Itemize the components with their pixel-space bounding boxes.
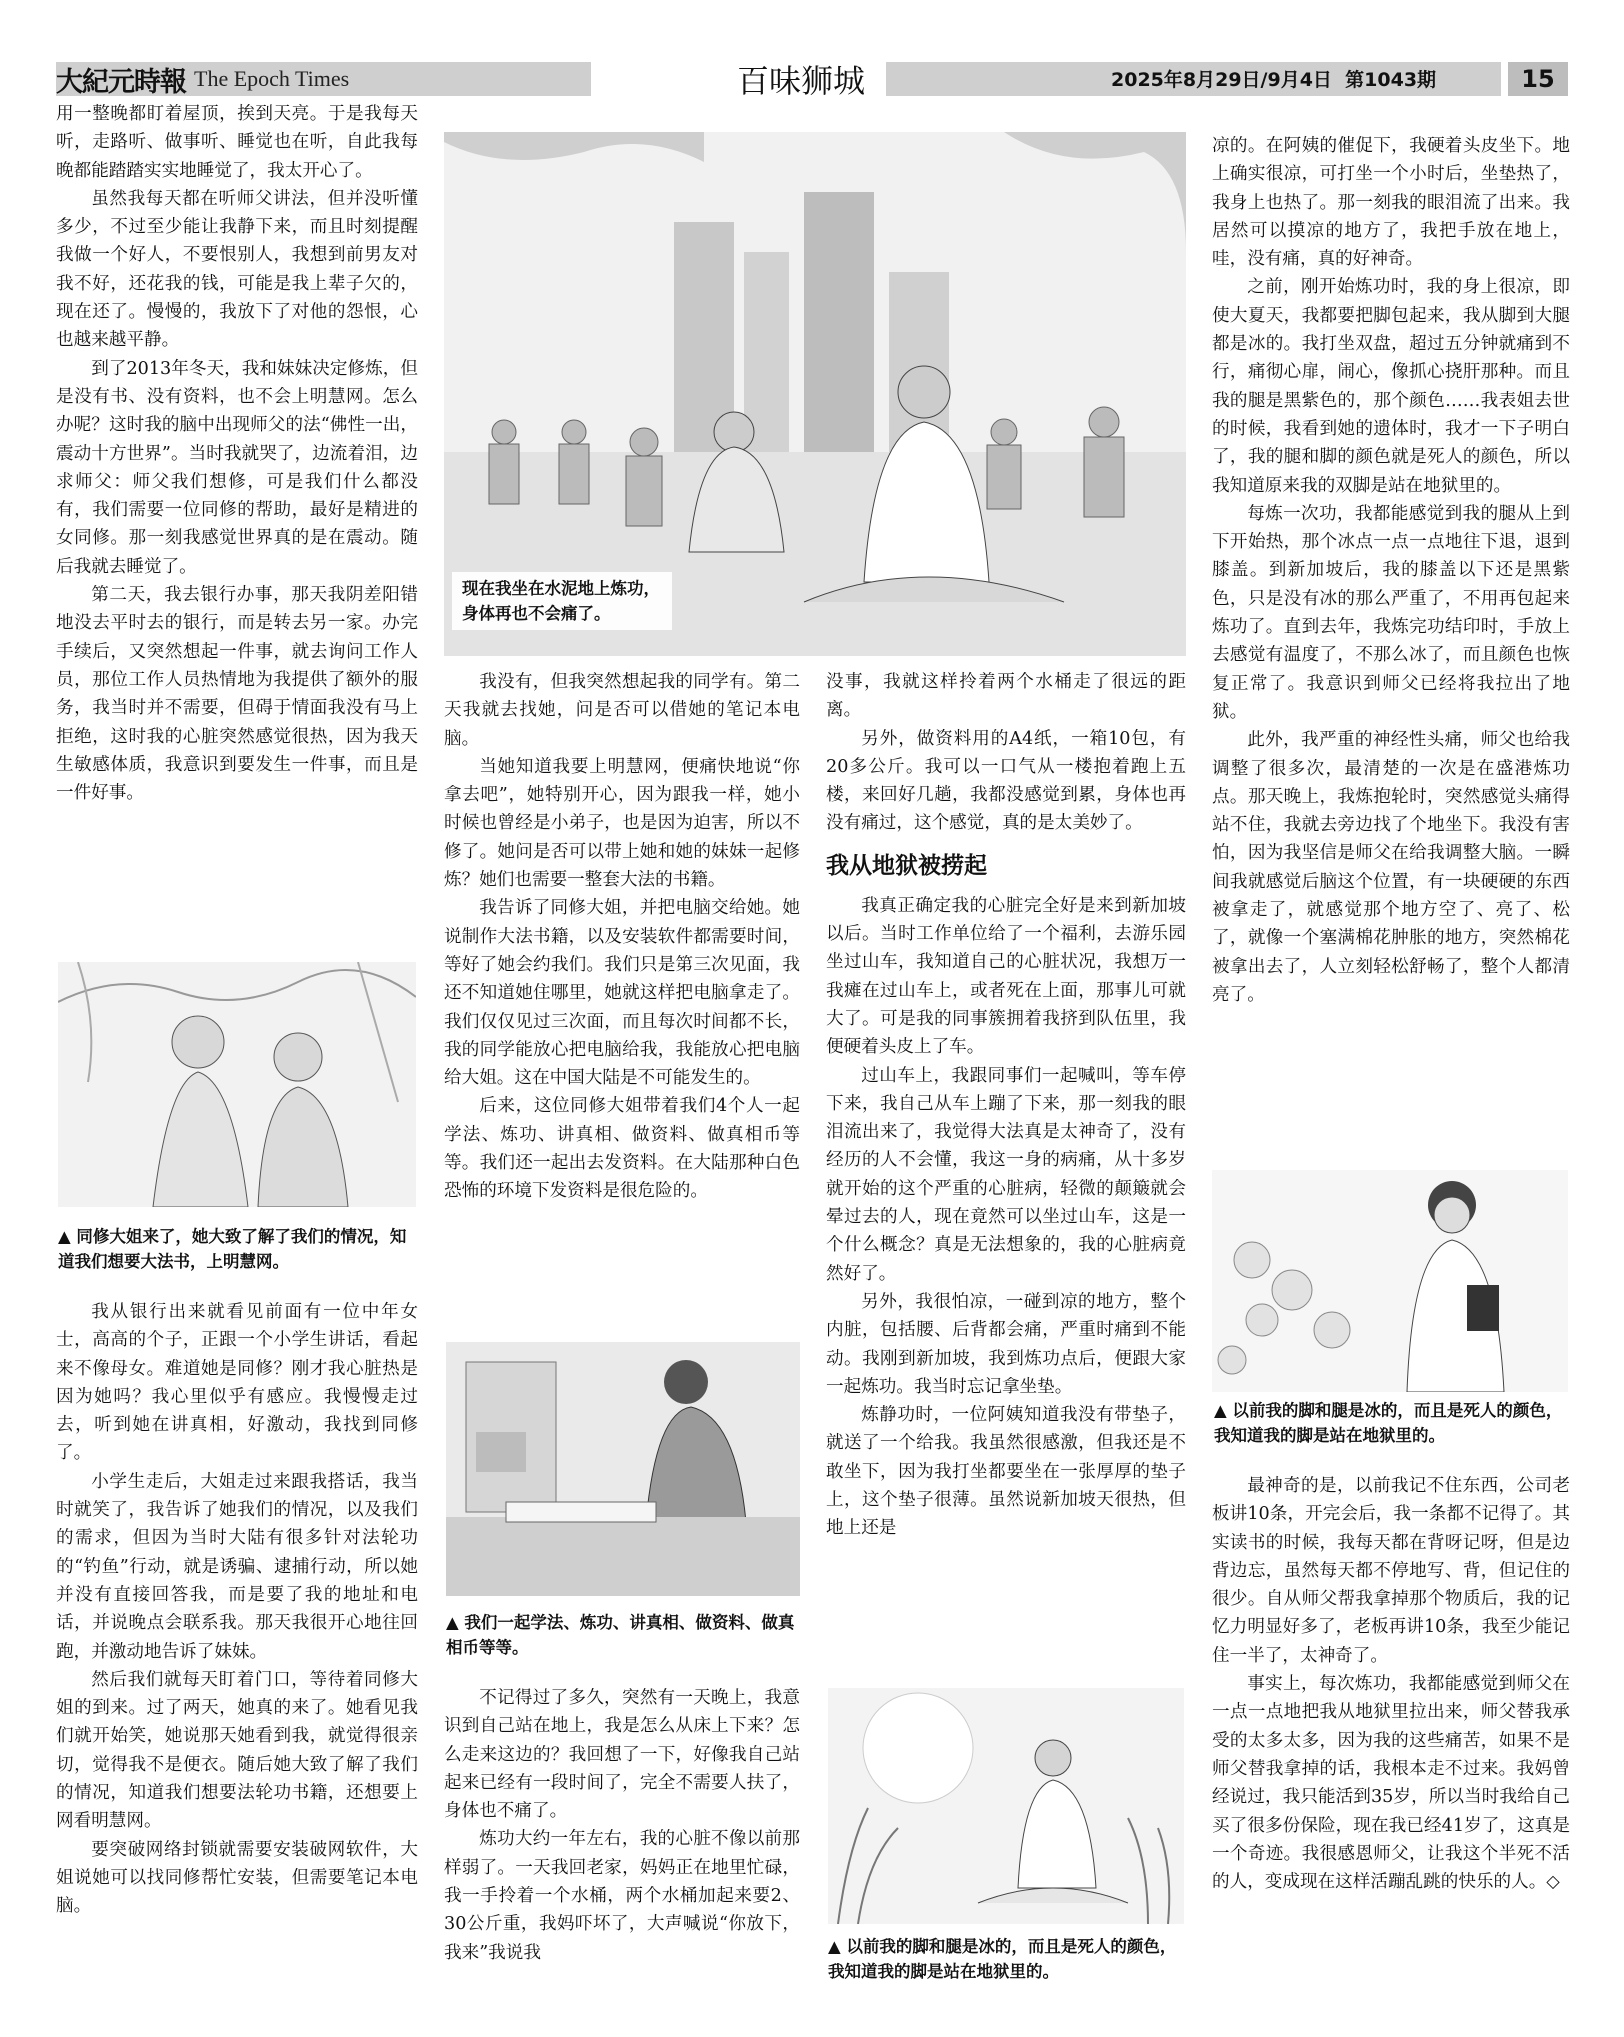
subheading: 我从地狱被捞起	[826, 852, 987, 879]
paragraph: 炼静功时，一位阿姨知道我没有带垫子，就送了一个给我。我虽然很感激，但我还是不敢坐下，因为我打坐都要坐在一张厚厚的垫子上，这个垫子很薄。虽然说新加坡天很热，但地上还是	[826, 1405, 1186, 1539]
illustration-group-meditation	[444, 132, 1186, 656]
paragraph: 我真正确定我的心脏完全好是来到新加坡以后。当时工作单位给了一个福利，去游乐园坐过山车，我知道自己的心脏状况，我想万一我瘫在过山车上，或者死在上面，那事儿可就大了。可是我的同事簇拥着我挤到队伍里，我便硬着头皮上了车。	[826, 895, 1186, 1058]
illustration-two-women-talking	[58, 962, 416, 1207]
column-3-top	[826, 668, 1186, 1543]
paragraph: 要突破网络封锁就需要安装破网软件，大姐说她可以找同修帮忙安装，但需要笔记本电脑。	[56, 1839, 418, 1917]
paragraph: 凉的。在阿姨的催促下，我硬着头皮坐下。地上确实很凉，可打坐一个小时后，坐垫热了，我身上也热了。那一刻我的眼泪流了出来。我居然可以摸凉的地方了，我把手放在地上，哇，没有痛，真的好神奇。	[1212, 136, 1570, 270]
page-header	[56, 62, 1568, 100]
paragraph: 事实上，每次炼功，我都能感觉到师父在一点一点地把我从地狱里拉出来，师父替我承受的太多太多，因为我的这些痛苦，如果不是师父替我拿掉的话，我根本走不过来。我妈曾经说过，我只能活到35岁，所以当时我给自己买了很多份保险，现在我已经41岁了，这真是一个奇迹。我很感恩师父，让我这个半死不活的人，变成现在这样活蹦乱跳的快乐的人。◇	[1212, 1674, 1570, 1893]
paragraph: 不记得过了多久，突然有一天晚上，我意识到自己站在地上，我是怎么从床上下来？怎么走来这边的？我回想了一下，好像我自己站起来已经有一段时间了，完全不需要人扶了，身体也不痛了。	[444, 1688, 800, 1822]
paragraph: 过山车上，我跟同事们一起喊叫，等车停下来，我自己从车上蹦了下来，那一刻我的眼泪流出来了，我觉得大法真是太神奇了，没有经历的人不会懂，我这一身的病痛，从十多岁就开始的这个严重的心脏病，轻微的颠簸就会晕过去的人，现在竟然可以坐过山车，这是一个什么概念？真是无法想象的，我的心脏病竟然好了。	[826, 1065, 1186, 1284]
column-2-top	[444, 668, 800, 1206]
column-4-top	[1212, 132, 1570, 1009]
paragraph: 到了2013年冬天，我和妹妹决定修炼，但是没有书、没有资料，也不会上明慧网。怎么办呢？这时我的脑中出现师父的法“佛性一出，震动十方世界”。当时我就哭了，边流着泪，边求师父：师父我们想修，可是我们什么都没有，我们需要一位同修的帮助，最好是精进的女同修。那一刻我感觉世界真的是在震动。随后我就去睡觉了。	[56, 358, 418, 577]
caption-top-photo: 现在我坐在水泥地上炼功，身体再也不会痛了。	[452, 572, 672, 630]
column-2-bottom	[444, 1684, 800, 1967]
paragraph: 用一整晚都盯着屋顶，挨到天亮。于是我每天听，走路听、做事听、睡觉也在听，自此我每晚都能踏踏实实地睡觉了，我太开心了。	[56, 104, 418, 181]
paragraph: 我没有，但我突然想起我的同学有。第二天我就去找她，问是否可以借她的笔记本电脑。	[444, 672, 800, 749]
paragraph: 第二天，我去银行办事，那天我阴差阳错地没去平时去的银行，而是转去另一家。办完手续后，又突然想起一件事，就去询问工作人员，那位工作人员热情地为我提供了额外的服务，我当时并不需要，但碍于情面我没有马上拒绝，这时我的心脏突然感觉很热，因为我天生敏感体质，我意识到要发生一件事，而且是一件好事。	[56, 585, 418, 804]
column-1-top	[56, 100, 418, 807]
paragraph: 然后我们就每天盯着门口，等待着同修大姐的到来。过了两天，她真的来了。她看见我们就开始笑，她说那天她看到我，就觉得很亲切，觉得我不是便衣。随后她大致了解了我们的情况，知道我们想要法轮功书籍，还想要上网看明慧网。	[56, 1669, 418, 1832]
dateline	[1111, 65, 1436, 92]
issue-date: 2025年8月29日/9月4日	[1111, 69, 1332, 91]
page-number: 15	[1508, 62, 1568, 96]
illustration-woman-holding-book	[1212, 1170, 1568, 1392]
paragraph: 当她知道我要上明慧网，便痛快地说“你拿去吧”，她特别开心，因为跟我一样，她小时候也曾经是小弟子，也是因为迫害，所以不修了。她问是否可以带上她和她的妹妹一起修炼？她们也需要一整套大法的书籍。	[444, 756, 800, 891]
paragraph: 虽然我每天都在听师父讲法，但并没听懂多少，不过至少能让我静下来，而且时刻提醒我做一个好人，不要恨别人，我想到前男友对我不好，还花我的钱，可能是我上辈子欠的，现在还了。慢慢的，我放下了对他的怨恨，心也越来越平静。	[56, 188, 418, 351]
illustration-woman-at-desk	[446, 1342, 800, 1596]
paragraph: 后来，这位同修大姐带着我们4个人一起学法、炼功、讲真相、做资料、做真相币等等。我们还一起出去发资料。在大陆那种白色恐怖的环境下发资料是很危险的。	[444, 1096, 800, 1202]
section-title: 百味狮城	[736, 62, 865, 100]
illustration-meditating-woman-light	[828, 1688, 1184, 1924]
paragraph: 另外，我很怕凉，一碰到凉的地方，整个内脏，包括腰、后背都会痛，严重时痛到不能动。我刚到新加坡，我到炼功点后，便跟大家一起炼功。我当时忘记拿坐垫。	[826, 1291, 1186, 1397]
paragraph: 我告诉了同修大姐，并把电脑交给她。她说制作大法书籍，以及安装软件都需要时间，等好了她会约我们。我们只是第三次见面，我还不知道她住哪里，她就这样把电脑拿走了。我们仅仅见过三次面，而且每次时间都不长，我的同学能放心把电脑给我，我能放心把电脑给大姐。这在中国大陆是不可能发生的。	[444, 898, 800, 1089]
column-1-bottom	[56, 1298, 418, 1921]
masthead	[56, 62, 349, 96]
paragraph: 我从银行出来就看见前面有一位中年女士，高高的个子，正跟一个小学生讲话，看起来不像母女。难道她是同修？刚才我心脏热是因为她吗？我心里似乎有感应。我慢慢走过去，听到她在讲真相，好激动，我找到同修了。	[56, 1302, 418, 1464]
caption-col2: ▲ 我们一起学法、炼功、讲真相、做资料、做真相币等等。	[446, 1613, 795, 1657]
paragraph: 炼功大约一年左右，我的心脏不像以前那样弱了。一天我回老家，妈妈正在地里忙碌，我一手拎着一个水桶，两个水桶加起来要2、30公斤重，我妈吓坏了，大声喊说“你放下，我来”我说我	[444, 1829, 800, 1963]
paragraph: 没事，我就这样拎着两个水桶走了很远的距离。	[826, 672, 1186, 721]
paragraph: 小学生走后，大姐走过来跟我搭话，我当时就笑了，我告诉了她我们的情况，以及我们的需求，但因为当时大陆有很多针对法轮功的“钓鱼”行动，就是诱骗、逮捕行动，所以她并没有直接回答我，而是要了我的地址和电话，并说晚点会联系我。那天我很开心地往回跑，并激动地告诉了妹妹。	[56, 1471, 418, 1662]
caption-col1: ▲ 同修大姐来了，她大致了解了我们的情况，知道我们想要大法书，上明慧网。	[58, 1227, 407, 1271]
caption-col4: ▲ 以前我的脚和腿是冰的，而且是死人的颜色，我知道我的脚是站在地狱里的。	[1214, 1401, 1563, 1445]
paragraph: 每炼一次功，我都能感觉到我的腿从上到下开始热，那个冰点一点一点地往下退，退到膝盖。到新加坡后，我的膝盖以下还是黑紫色，只是没有冰的那么严重了，不用再包起来炼功了。直到去年，我炼完功结印时，手放上去感觉有温度了，不那么冰了，而且颜色也恢复正常了。我意识到师父已经将我拉出了地狱。	[1212, 503, 1570, 722]
masthead-chinese: 大紀元時報	[56, 66, 186, 98]
paragraph: 此外，我严重的神经性头痛，师父也给我调整了很多次，最清楚的一次是在盛港炼功点。那天晚上，我炼抱轮时，突然感觉头痛得站不住，我就去旁边找了个地坐下。我没有害怕，因为我坚信是师父在给我调整大脑。一瞬间我就感觉后脑这个位置，有一块硬硬的东西被拿走了，就感觉那个地方空了、亮了、松了，就像一个塞满棉花肿胀的地方，突然棉花被拿出去了，人立刻轻松舒畅了，整个人都清亮了。	[1212, 730, 1570, 1005]
paragraph: 之前，刚开始炼功时，我的身上很凉，即使大夏天，我都要把脚包起来，我从脚到大腿都是冰的。我打坐双盘，超过五分钟就痛到不行，痛彻心扉，闹心，像抓心挠肝那种。而且我的腿是黑紫色的，那个颜色……我表姐去世的时候，我看到她的遗体时，我才一下子明白了，我的腿和脚的颜色就是死人的颜色，所以我知道原来我的双脚是站在地狱里的。	[1212, 277, 1570, 496]
issue-number: 第1043期	[1345, 69, 1437, 91]
caption-col3: ▲ 以前我的脚和腿是冰的，而且是死人的颜色，我知道我的脚是站在地狱里的。	[828, 1937, 1177, 1981]
paragraph: 另外，做资料用的A4纸，一箱10包，有20多公斤。我可以一口气从一楼抱着跑上五楼，来回好几趟，我都没感觉到累，身体也再没有痛过，这个感觉，真的是太美妙了。	[826, 728, 1186, 834]
masthead-english: The Epoch Times	[194, 66, 350, 91]
paragraph: 最神奇的是，以前我记不住东西，公司老板讲10条，开完会后，我一条都不记得了。其实读书的时候，我每天都在背呀记呀，但是边背边忘，虽然每天都不停地写、背，但记住的很少。自从师父帮我拿掉那个物质后，我的记忆力明显好多了，老板再讲10条，我至少能记住一半了，太神奇了。	[1212, 1476, 1570, 1666]
column-4-bottom	[1212, 1472, 1570, 1896]
